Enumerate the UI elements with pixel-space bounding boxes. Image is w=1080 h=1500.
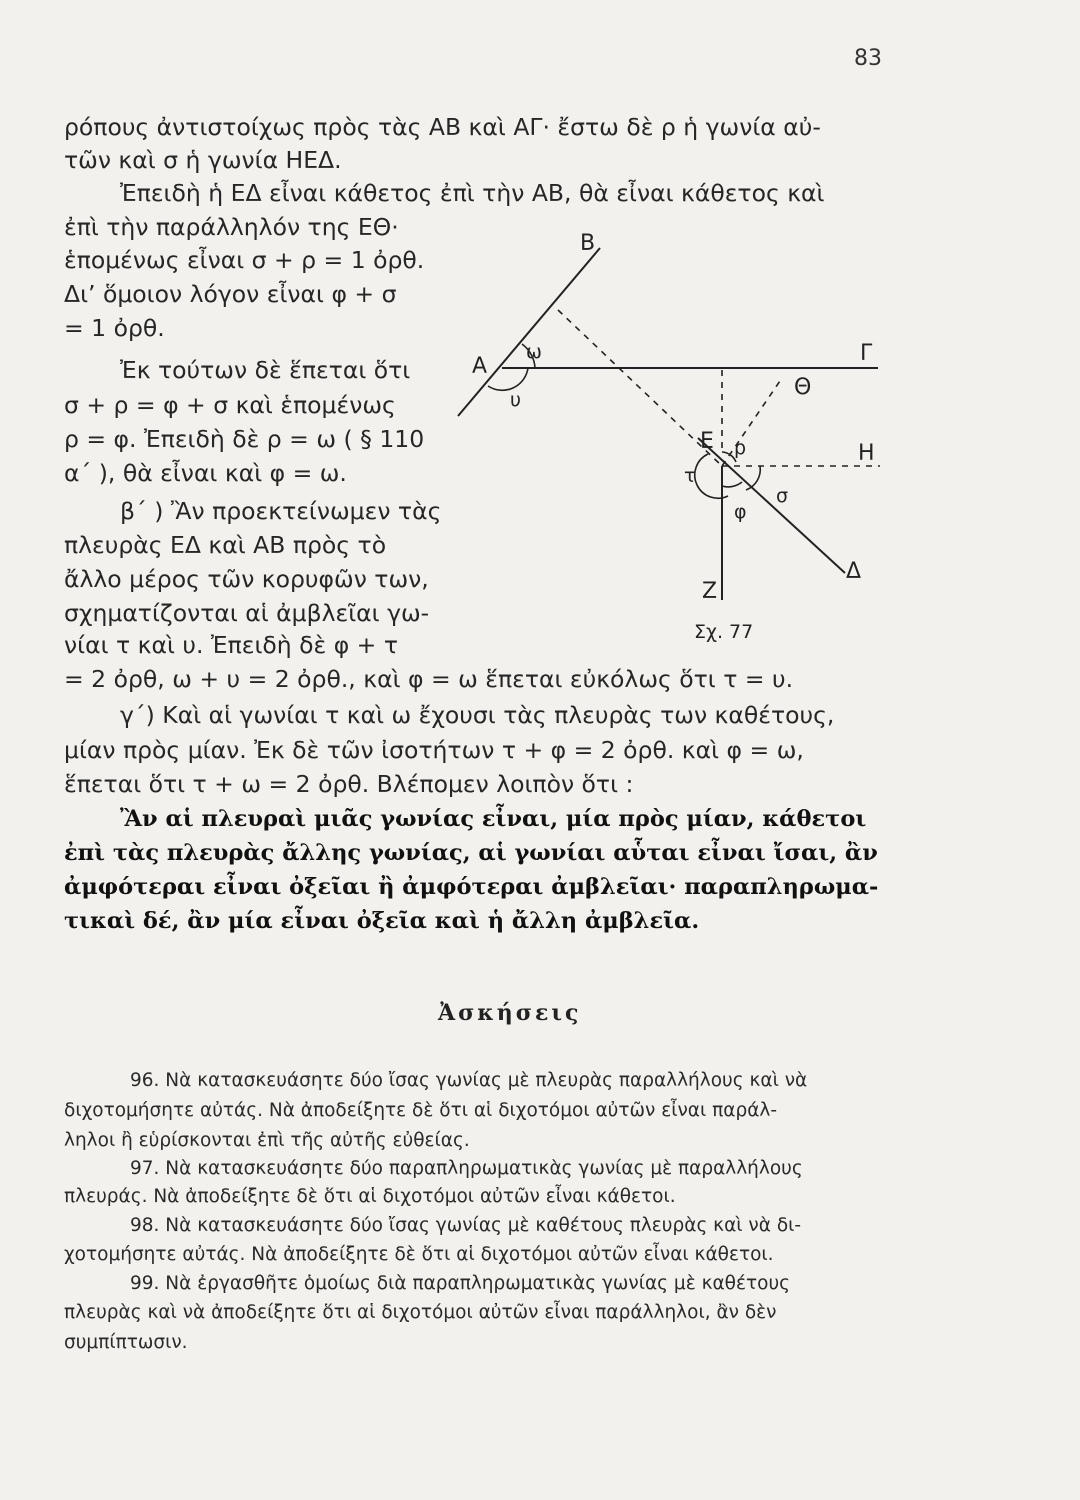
arc-sigma xyxy=(746,466,760,490)
body-line: ἄλλο μέρος τῶν κορυφῶν των, xyxy=(64,565,429,593)
body-line: Ἐπειδὴ ἡ ΕΔ εἶναι κάθετος ἐπὶ τὴν ΑΒ, θὰ εἶναι κάθετος καὶ xyxy=(120,179,825,207)
body-line: ἑπομένως εἶναι σ + ρ = 1 ὀρθ. xyxy=(64,246,425,274)
exercise-line: πλευρὰς καὶ νὰ ἀποδείξητε ὅτι αἱ διχοτόμοι αὐτῶν εἶναι παράλληλοι, ἂν δὲν xyxy=(64,1302,777,1323)
body-line: σ + ρ = φ + σ καὶ ἑπομένως xyxy=(64,391,396,419)
body-line: σχηματίζονται αἱ ἀμβλεῖαι γω- xyxy=(64,599,430,627)
body-line: Δι’ ὅμοιον λόγον εἶναι φ + σ xyxy=(64,280,397,308)
theorem-line: ἐπὶ τὰς πλευρὰς ἄλλης γωνίας, αἱ γωνίαι αὗται εἶναι ἴσαι, ἂν xyxy=(64,840,878,866)
label-rho: ρ xyxy=(734,437,747,459)
arc-phi xyxy=(722,482,742,487)
body-line: ρόπους ἀντιστοίχως πρὸς τὰς ΑΒ καὶ ΑΓ· ἔστω δὲ ρ ἡ γωνία αὐ- xyxy=(64,113,821,141)
label-g: Γ xyxy=(860,341,873,366)
body-line: τῶν καὶ σ ἡ γωνία ΗΕΔ. xyxy=(64,146,342,174)
figure-caption: Σχ. 77 xyxy=(694,621,754,643)
theorem-line: τικαὶ δέ, ἂν μία εἶναι ὀξεῖα καὶ ἡ ἄλλη ἀμβλεῖα. xyxy=(64,908,700,934)
line-ed xyxy=(698,438,845,573)
exercise-line: διχοτομήσητε αὐτάς. Νὰ ἀποδείξητε δὲ ὅτι αἱ διχοτόμοι αὐτῶν εἶναι παράλ- xyxy=(64,1100,778,1121)
body-line: = 2 ὀρθ, ω + υ = 2 ὀρθ., καὶ φ = ω ἕπεται εὐκόλως ὅτι τ = υ. xyxy=(64,665,794,693)
label-e: Ε xyxy=(700,429,714,454)
body-line: ρ = φ. Ἐπειδὴ δὲ ρ = ω ( § 110 xyxy=(64,425,425,453)
exercise-line: 98. Νὰ κατασκευάσητε δύο ἴσας γωνίας μὲ καθέτους πλευρὰς καὶ νὰ δι- xyxy=(130,1215,802,1236)
label-d: Δ xyxy=(846,559,862,584)
exercise-line: χοτομήσητε αὐτάς. Νὰ ἀποδείξητε δὲ ὅτι αἱ διχοτόμοι αὐτῶν εἶναι κάθετοι. xyxy=(64,1244,774,1265)
label-sigma: σ xyxy=(776,485,789,507)
label-z: Ζ xyxy=(702,579,718,604)
body-line: α΄ ), θὰ εἶναι καὶ φ = ω. xyxy=(64,459,347,487)
exercises-heading: Ἀσκήσεις xyxy=(438,1000,582,1026)
figure-77 xyxy=(440,228,890,658)
label-tau: τ xyxy=(684,465,696,487)
exercise-line: 96. Νὰ κατασκευάσητε δύο ἴσας γωνίας μὲ πλευρὰς παραλλήλους καὶ νὰ xyxy=(130,1070,808,1091)
page-number: 83 xyxy=(854,46,882,71)
theorem-line: Ἂν αἱ πλευραὶ μιᾶς γωνίας εἶναι, μία πρὸς μίαν, κάθετοι xyxy=(120,806,867,832)
label-upsilon: υ xyxy=(510,389,521,411)
exercise-line: ληλοι ἢ εὑρίσκονται ἐπὶ τῆς αὐτῆς εὐθείας. xyxy=(64,1130,470,1151)
exercise-line: 99. Νὰ ἐργασθῆτε ὁμοίως διὰ παραπληρωματικὰς γωνίας μὲ καθέτους xyxy=(130,1273,791,1294)
body-line: = 1 ὀρθ. xyxy=(64,314,165,342)
body-line: ἐπὶ τὴν παράλληλόν της ΕΘ· xyxy=(64,213,399,241)
body-line: νίαι τ καὶ υ. Ἐπειδὴ δὲ φ + τ xyxy=(64,631,398,659)
label-b: Β xyxy=(580,231,596,256)
theorem-line: ἀμφότεραι εἶναι ὀξεῖαι ἢ ἀμφότεραι ἀμβλεῖαι· παραπληρωμα- xyxy=(64,874,879,900)
label-a: Α xyxy=(472,354,488,379)
body-line: μίαν πρὸς μίαν. Ἐκ δὲ τῶν ἰσοτήτων τ + φ = 2 ὀρθ. καὶ φ = ω, xyxy=(64,736,804,764)
exercise-line: 97. Νὰ κατασκευάσητε δύο παραπληρωματικὰς γωνίας μὲ παραλλήλους xyxy=(130,1158,803,1179)
exercise-line: συμπίπτωσιν. xyxy=(64,1332,188,1353)
body-line: γ΄) Καὶ αἱ γωνίαι τ καὶ ω ἔχουσι τὰς πλευρὰς των καθέτους, xyxy=(120,701,835,729)
arc-upsilon xyxy=(488,368,528,390)
label-th: Θ xyxy=(794,375,812,400)
label-phi: φ xyxy=(734,501,747,523)
body-line: ἕπεται ὅτι τ + ω = 2 ὀρθ. Βλέπομεν λοιπὸν ὅτι : xyxy=(64,770,634,798)
body-line: Ἐκ τούτων δὲ ἕπεται ὅτι xyxy=(120,356,411,384)
dashed-line-eth xyxy=(722,378,782,466)
dashed-line-perpendicular xyxy=(558,310,722,466)
line-ab xyxy=(458,248,600,416)
label-h: Η xyxy=(858,441,875,466)
body-line: πλευρὰς ΕΔ καὶ ΑΒ πρὸς τὸ xyxy=(64,531,387,559)
label-omega: ω xyxy=(526,341,542,363)
body-line: β΄ ) Ἂν προεκτείνωμεν τὰς xyxy=(120,497,442,525)
exercise-line: πλευράς. Νὰ ἀποδείξητε δὲ ὅτι αἱ διχοτόμοι αὐτῶν εἶναι κάθετοι. xyxy=(64,1186,676,1207)
